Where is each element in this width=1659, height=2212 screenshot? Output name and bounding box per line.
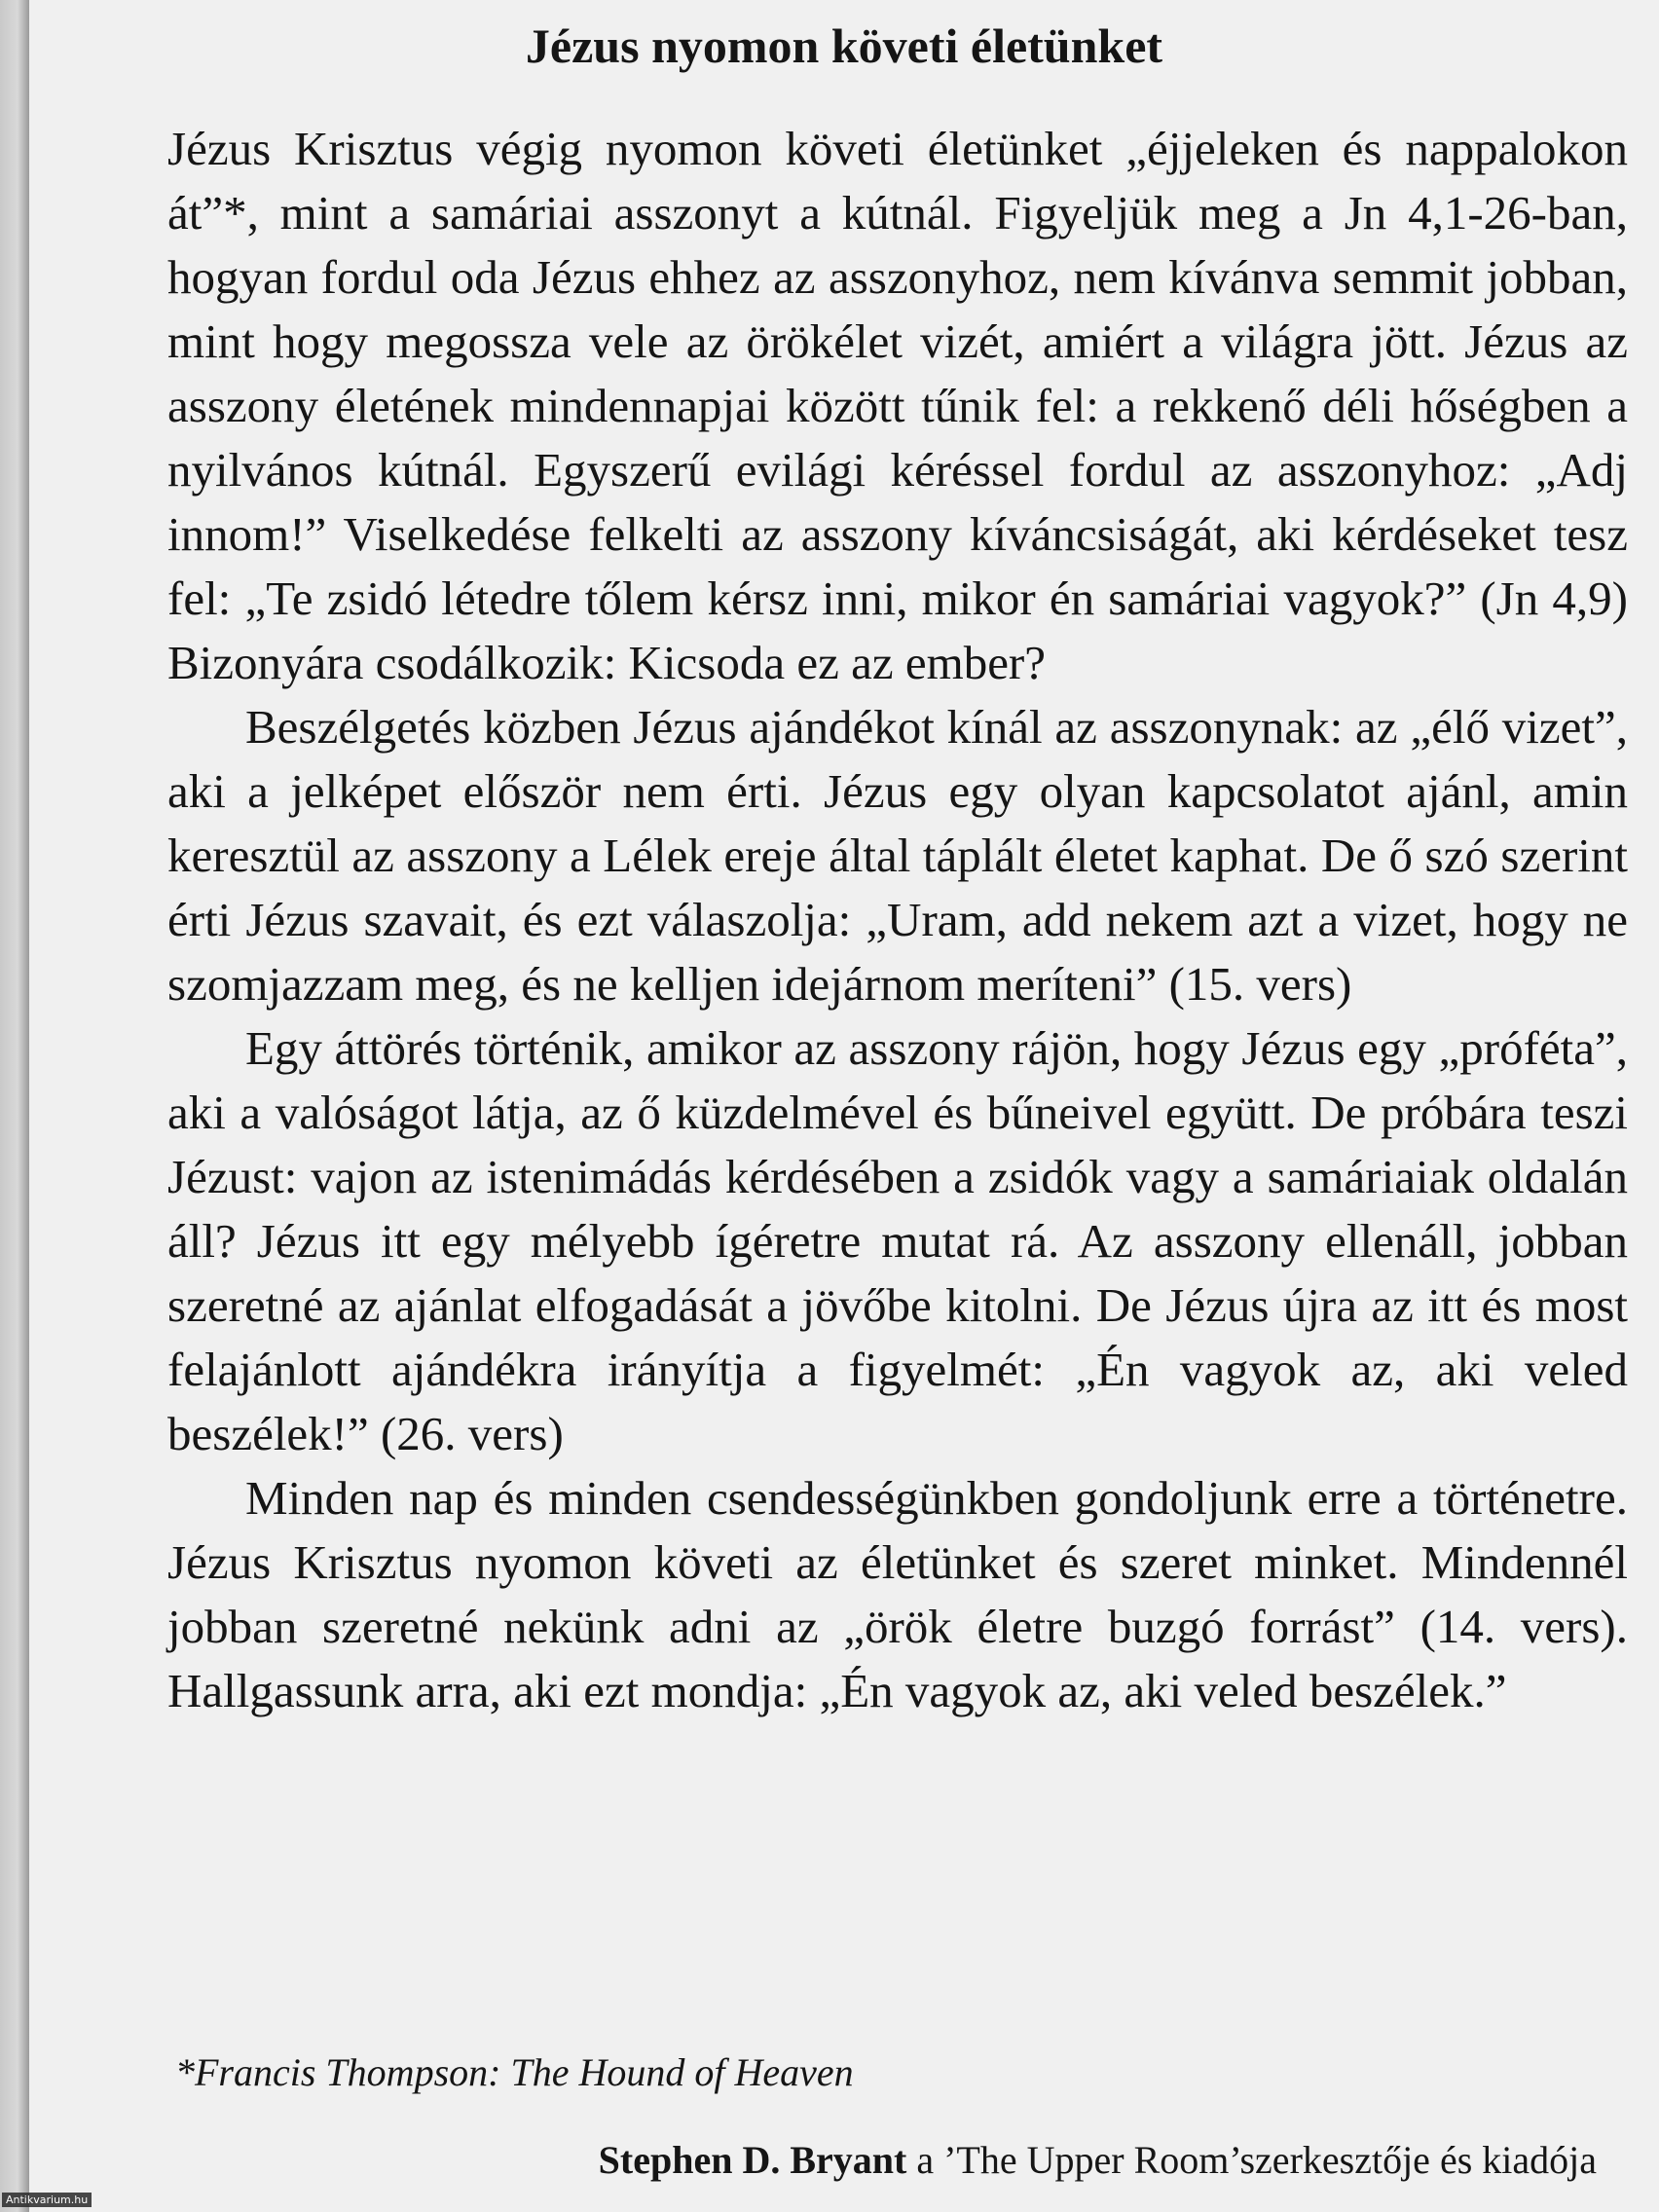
author-role: a ’The Upper Room’szerkesztője és kiadója	[916, 2138, 1597, 2182]
paragraph-3: Egy áttörés történik, amikor az asszony rájön, hogy Jézus egy „próféta”, aki a valóságot látja, az ő küzdelmével és bűneivel együtt. De próbára teszi Jézust: vajon az istenimádás kérdésében a zsidók vagy a samáriaiak oldalán áll? Jézus itt egy mélyebb ígéretre mutat rá. Az asszony ellenáll, jobban szeretné az ajánlat elfogadását a jövőbe kitolni. De Jézus újra az itt és most felajánlott ajándékra irányítja a figyelmét: „Én vagyok az, aki veled beszélek!” (26. vers)	[167, 1021, 1628, 1460]
page-title: Jézus nyomon követi életünket	[525, 18, 1163, 73]
book-page	[29, 0, 1659, 2212]
paragraph-2: Beszélgetés közben Jézus ajándékot kínál az asszonynak: az „élő vizet”, aki a jelképet először nem érti. Jézus egy olyan kapcsolatot ajánl, amin keresztül az asszony a Lélek ereje által táplált életet kaphat. De ő szó szerint érti Jézus szavait, és ezt válaszolja: „Uram, add nekem azt a vizet, hogy ne szomjazzam meg, és ne kelljen idejárnom meríteni” (15. vers)	[167, 700, 1628, 1011]
footnote: *Francis Thompson: The Hound of Heaven	[175, 2050, 854, 2094]
paragraph-1: Jézus Krisztus végig nyomon követi életünket „éjjeleken és nappalokon át”*, mint a samáriai asszonyt a kútnál. Figyeljük meg a Jn 4,1-26-ban, hogyan fordul oda Jézus ehhez az asszonyhoz, nem kívánva semmit jobban, mint hogy megossza vele az örökélet vizét, amiért a világra jött. Jézus az asszony életének mindennapjai között tűnik fel: a rekkenő déli hőségben a nyilvános kútnál. Egyszerű evilági kéréssel fordul az asszonyhoz: „Adj innom!” Viselkedése felkelti az asszony kíváncsiságát, aki kérdéseket tesz fel: „Te zsidó létedre tőlem kérsz inni, mikor én samáriai vagyok?” (Jn 4,9) Bizonyára csodálkozik: Kicsoda ez az ember?	[167, 122, 1628, 689]
author-signature	[599, 2134, 1597, 2187]
author-name: Stephen D. Bryant	[598, 2138, 907, 2182]
page-binding-edge	[0, 0, 29, 2212]
article-body	[167, 117, 1628, 1723]
paragraph-4: Minden nap és minden csendességünkben gondoljunk erre a történetre. Jézus Krisztus nyomon követi az életünket és szeret minket. Mindennél jobban szeretné nekünk adni az „örök életre buzgó forrást” (14. vers). Hallgassunk arra, aki ezt mondja: „Én vagyok az, aki veled beszélek.”	[167, 1471, 1628, 1717]
source-watermark: Antikvarium.hu	[2, 2193, 92, 2207]
